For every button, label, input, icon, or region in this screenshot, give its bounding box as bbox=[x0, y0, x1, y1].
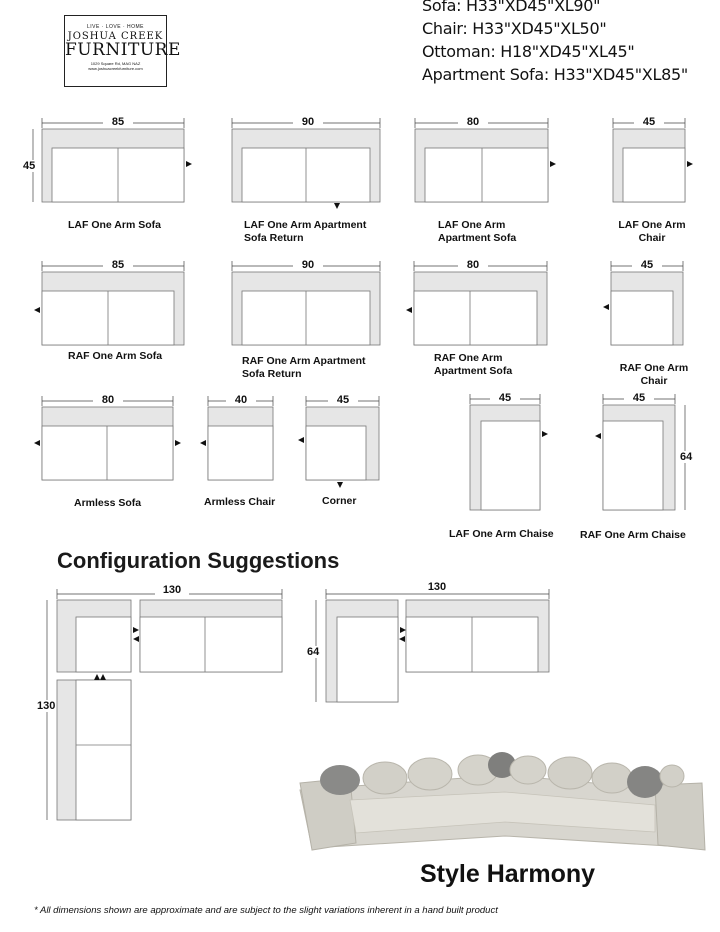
dim-config2-height: 64 bbox=[307, 646, 320, 658]
armless-sofa-drawing bbox=[42, 407, 173, 480]
dim-armless-chair-width: 40 bbox=[226, 394, 256, 406]
armless-chair-drawing bbox=[208, 407, 273, 480]
laf-one-arm-chair-drawing bbox=[613, 129, 685, 202]
dimension-footnote: * All dimensions shown are approximate and are subject to the slight variations inherent in a hand built product bbox=[34, 905, 498, 916]
dim-laf-sofa-depth: 45 bbox=[23, 160, 36, 172]
spec-sofa: Sofa: H33"XD45"XL90" bbox=[422, 0, 601, 15]
laf-one-arm-sofa-drawing bbox=[42, 129, 184, 202]
dim-laf-chaise-width: 45 bbox=[490, 392, 520, 404]
raf-one-arm-sofa-drawing bbox=[42, 272, 184, 345]
dim-laf-sofa-width: 85 bbox=[103, 116, 133, 128]
label-laf-apartment-sofa: LAF One Arm Apartment Sofa bbox=[438, 219, 517, 244]
dim-armless-sofa-width: 80 bbox=[93, 394, 123, 406]
dim-raf-return-width: 90 bbox=[293, 259, 323, 271]
config1-drawing bbox=[57, 600, 282, 820]
logo-brand-line1: JOSHUA CREEK bbox=[67, 31, 164, 42]
dim-laf-return-width: 90 bbox=[293, 116, 323, 128]
dim-raf-apt-width: 80 bbox=[458, 259, 488, 271]
dim-raf-sofa-width: 85 bbox=[103, 259, 133, 271]
laf-chaise-drawing bbox=[470, 405, 540, 510]
corner-drawing bbox=[306, 407, 379, 480]
label-armless-chair: Armless Chair bbox=[204, 496, 276, 508]
dim-config1-width: 130 bbox=[155, 584, 189, 596]
laf-apartment-sofa-drawing bbox=[415, 129, 548, 202]
dim-laf-chair-width: 45 bbox=[634, 116, 664, 128]
configuration-heading: Configuration Suggestions bbox=[57, 548, 340, 573]
style-harmony-heading: Style Harmony bbox=[420, 860, 596, 888]
spec-apartment-sofa: Apartment Sofa: H33"XD45"XL85" bbox=[422, 65, 688, 84]
label-raf-chaise: RAF One Arm Chaise bbox=[580, 529, 686, 541]
dim-laf-apt-width: 80 bbox=[458, 116, 488, 128]
dim-raf-chaise-depth: 64 bbox=[680, 451, 693, 463]
config2-drawing bbox=[326, 600, 549, 702]
label-raf-one-arm-sofa: RAF One Arm Sofa bbox=[68, 350, 163, 362]
dim-config2-width: 130 bbox=[420, 581, 454, 593]
spec-ottoman: Ottoman: H18"XD45"XL45" bbox=[422, 42, 635, 61]
logo-brand-line2: FURNITURE bbox=[65, 40, 181, 60]
label-laf-chaise: LAF One Arm Chaise bbox=[449, 528, 554, 540]
label-laf-one-arm-chair: LAF One Arm Chair bbox=[618, 219, 686, 244]
dim-raf-chair-width: 45 bbox=[632, 259, 662, 271]
label-raf-apartment-return: RAF One Arm Apartment Sofa Return bbox=[242, 355, 366, 380]
logo-tagline: LIVE · LOVE · HOME bbox=[86, 24, 145, 30]
raf-apartment-return-drawing bbox=[232, 272, 380, 345]
label-raf-apartment-sofa: RAF One Arm Apartment Sofa bbox=[434, 352, 513, 377]
raf-one-arm-chair-drawing bbox=[611, 272, 683, 345]
label-laf-one-arm-sofa: LAF One Arm Sofa bbox=[68, 219, 161, 231]
dim-config1-height: 130 bbox=[37, 700, 56, 712]
laf-apartment-return-drawing bbox=[232, 129, 380, 202]
raf-chaise-drawing bbox=[603, 405, 675, 510]
dim-corner-width: 45 bbox=[328, 394, 358, 406]
label-raf-one-arm-chair: RAF One Arm Chair bbox=[619, 362, 689, 387]
sectional-sofa-illustration bbox=[290, 740, 720, 865]
raf-apartment-sofa-drawing bbox=[414, 272, 547, 345]
label-armless-sofa: Armless Sofa bbox=[74, 497, 142, 509]
logo-address: 1029 Square Rd, MAG NAZ bbox=[90, 61, 141, 66]
dim-raf-chaise-width: 45 bbox=[624, 392, 654, 404]
spec-chair: Chair: H33"XD45"XL50" bbox=[422, 19, 607, 38]
label-laf-apartment-return: LAF One Arm Apartment Sofa Return bbox=[244, 219, 367, 244]
label-corner: Corner bbox=[322, 495, 357, 507]
logo-website: www.joshuacreekfurniture.com bbox=[88, 66, 143, 71]
